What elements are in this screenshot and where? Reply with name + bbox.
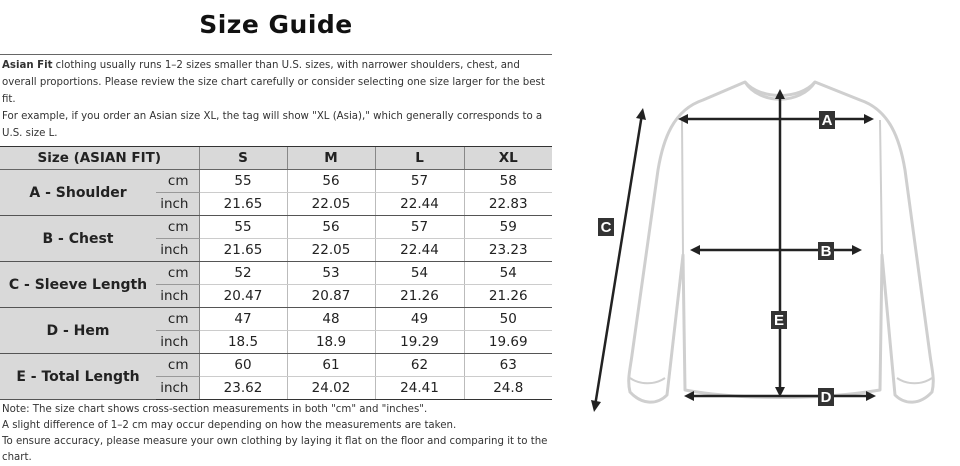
table-cell: 55 [199,216,287,239]
size-header-xl: XL [464,147,552,170]
measurement-name: A - Shoulder [0,170,156,216]
size-table-header [0,147,552,170]
table-cell: 61 [287,354,375,377]
measurement-name: C - Sleeve Length [0,262,156,308]
label-e: E [773,312,785,329]
measure-b-arrow [690,245,862,255]
size-header-s: S [199,147,287,170]
unit-label: cm [156,354,199,377]
intro-paragraph-2: For example, if you order an Asian size XL, the tag will show "XL (Asia)," which generally corresponds to a U.S. size L. [2,111,543,139]
size-header-label: Size (ASIAN FIT) [0,147,199,170]
page-title: Size Guide [199,10,353,39]
long-sleeve-shirt-icon [560,60,960,420]
intro-bold: Asian Fit [2,60,53,71]
note-line: Note: The size chart shows cross-section measurements in both "cm" and "inches". [2,404,428,415]
unit-label: inch [156,285,199,308]
intro-text [2,57,554,142]
size-table [0,146,552,400]
table-cell: 59 [464,216,552,239]
size-header-l: L [375,147,464,170]
table-cell: 58 [464,170,552,193]
size-header-m: M [287,147,375,170]
table-cell: 57 [375,216,464,239]
table-cell: 57 [375,170,464,193]
table-cell: 24.02 [287,377,375,400]
table-cell: 53 [287,262,375,285]
table-row-a-shoulder-cm [0,170,552,193]
table-cell: 47 [199,308,287,331]
table-cell: 20.47 [199,285,287,308]
table-cell: 18.5 [199,331,287,354]
shirt-seams [682,120,882,255]
table-cell: 62 [375,354,464,377]
table-cell: 24.41 [375,377,464,400]
table-cell: 60 [199,354,287,377]
unit-label: cm [156,216,199,239]
table-cell: 23.62 [199,377,287,400]
measure-c-arrow [591,108,646,412]
note-line: To ensure accuracy, please measure your own clothing by laying it flat on the floor and comparing it to the chart. [2,436,548,463]
measurement-name: B - Chest [0,216,156,262]
measure-e-arrow [775,89,785,397]
intro-paragraph-1 [2,57,554,108]
table-cell: 49 [375,308,464,331]
measure-a-arrow [678,114,874,124]
title-divider [0,54,552,55]
unit-label: inch [156,193,199,216]
table-cell: 50 [464,308,552,331]
label-b: B [820,243,832,260]
table-cell: 20.87 [287,285,375,308]
unit-label: cm [156,170,199,193]
table-cell: 22.44 [375,193,464,216]
measurement-name: E - Total Length [0,354,156,400]
unit-label: cm [156,308,199,331]
label-c: C [600,219,612,236]
table-cell: 63 [464,354,552,377]
table-cell: 21.26 [375,285,464,308]
table-cell: 55 [199,170,287,193]
table-cell: 52 [199,262,287,285]
table-cell: 22.83 [464,193,552,216]
unit-label: inch [156,377,199,400]
table-cell: 22.05 [287,239,375,262]
table-cell: 48 [287,308,375,331]
unit-label: cm [156,262,199,285]
table-cell: 56 [287,170,375,193]
table-cell: 21.65 [199,193,287,216]
table-cell: 19.69 [464,331,552,354]
label-a: A [821,112,833,129]
label-d: D [820,389,832,406]
table-cell: 22.05 [287,193,375,216]
table-cell: 22.44 [375,239,464,262]
measurement-diagram [560,60,960,420]
measurement-name: D - Hem [0,308,156,354]
table-cell: 21.26 [464,285,552,308]
table-cell: 54 [464,262,552,285]
notes [2,402,554,466]
intro-line1-rest: clothing usually runs 1–2 sizes smaller than U.S. sizes, with narrower shoulders, chest, and overall proportions. Please review the size chart carefully or consider selecting one size larger for the best fit. [2,60,545,105]
table-cell: 21.65 [199,239,287,262]
table-cell: 54 [375,262,464,285]
table-cell: 23.23 [464,239,552,262]
table-row-c-sleeve-length-cm [0,262,552,285]
table-cell: 56 [287,216,375,239]
unit-label: inch [156,239,199,262]
table-row-b-chest-cm [0,216,552,239]
note-line: A slight difference of 1–2 cm may occur depending on how the measurements are taken. [2,420,457,431]
table-row-e-total-length-cm [0,354,552,377]
table-cell: 19.29 [375,331,464,354]
table-cell: 24.8 [464,377,552,400]
table-cell: 18.9 [287,331,375,354]
table-row-d-hem-cm [0,308,552,331]
unit-label: inch [156,331,199,354]
